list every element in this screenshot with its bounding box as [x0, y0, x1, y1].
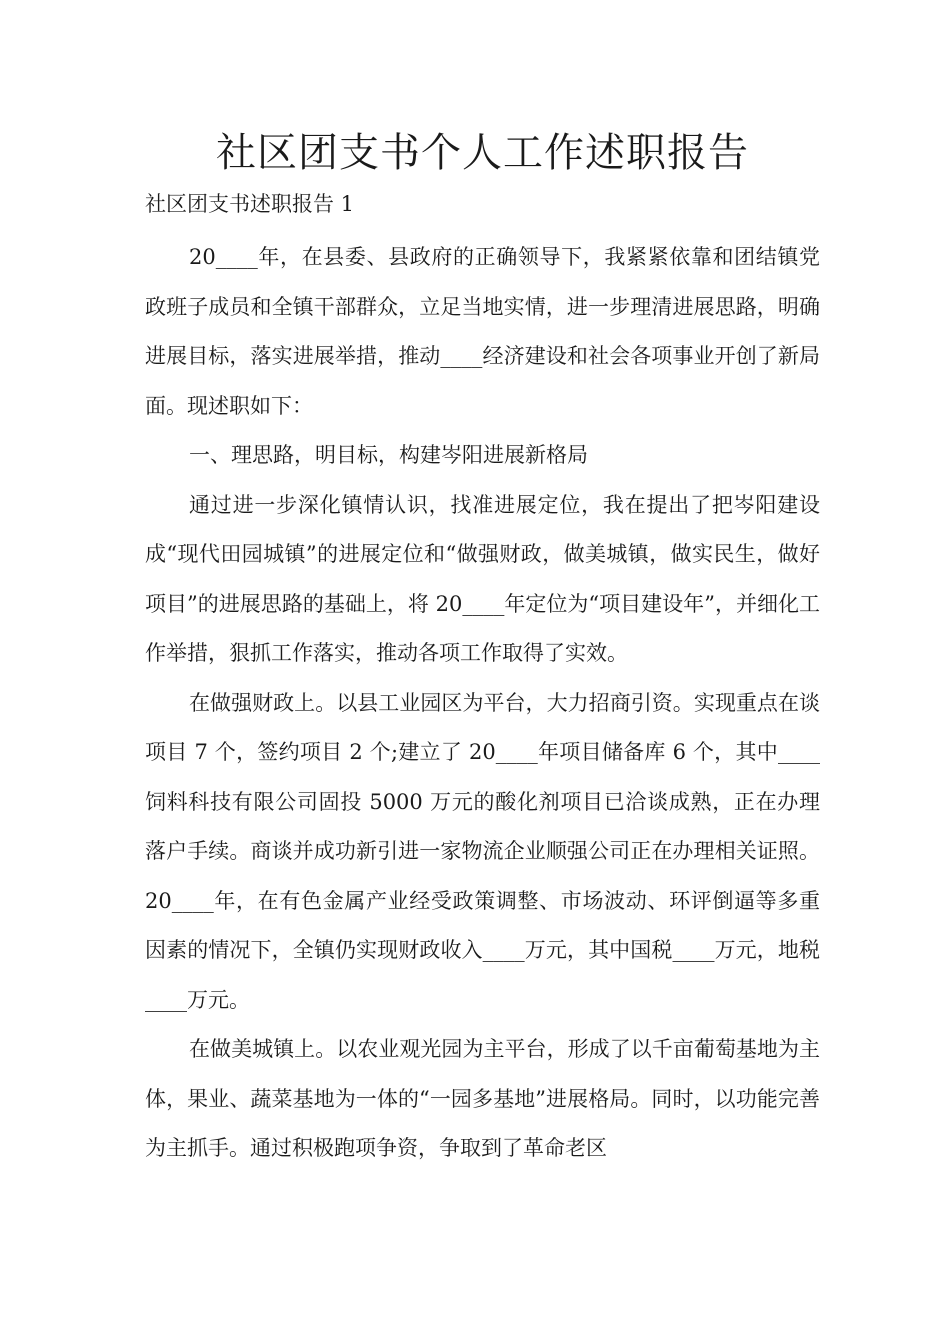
- paragraph-intro: 20____年，在县委、县政府的正确领导下，我紧紧依靠和团结镇党政班子成员和全镇干部群众，立足当地实情，进一步理清进展思路，明确进展目标，落实进展举措，推动____经济建设和社会各项事业开创了新局面。现述职如下：: [145, 245, 820, 418]
- document-page: [145, 125, 820, 1174]
- section-heading-1: 一、理思路，明目标，构建岑阳进展新格局: [189, 443, 588, 467]
- paragraph-positioning: 通过进一步深化镇情认识，找准进展定位，我在提出了把岑阳建设成“现代田园城镇”的进展定位和“做强财政，做美城镇，做实民生，做好项目”的进展思路的基础上，将 20____年定位为“项目建设年”，并细化工作举措，狠抓工作落实，推动各项工作取得了实效。: [145, 492, 820, 665]
- document-subtitle: 社区团支书述职报告 1: [145, 192, 355, 216]
- paragraph-town: 在做美城镇上。以农业观光园为主平台，形成了以千亩葡萄基地为主体，果业、蔬菜基地为一体的“一园多基地”进展格局。同时，以功能完善为主抓手。通过积极跑项争资，争取到了革命老区: [145, 1037, 820, 1160]
- paragraph-finance: 在做强财政上。以县工业园区为平台，大力招商引资。实现重点在谈项目 7 个，签约项目 2 个;建立了 20____年项目储备库 6 个，其中____饲料科技有限公司固投 5000 万元的酸化剂项目已洽谈成熟，正在办理落户手续。商谈并成功新引进一家物流企业顺强公司正在办理相关证照。20____年，在有色金属产业经受政策调整、市场波动、环评倒逼等多重因素的情况下，全镇仍实现财政收入____万元，其中国税____万元，地税____万元。: [145, 690, 820, 1012]
- document-title: 社区团支书个人工作述职报告: [216, 130, 749, 176]
